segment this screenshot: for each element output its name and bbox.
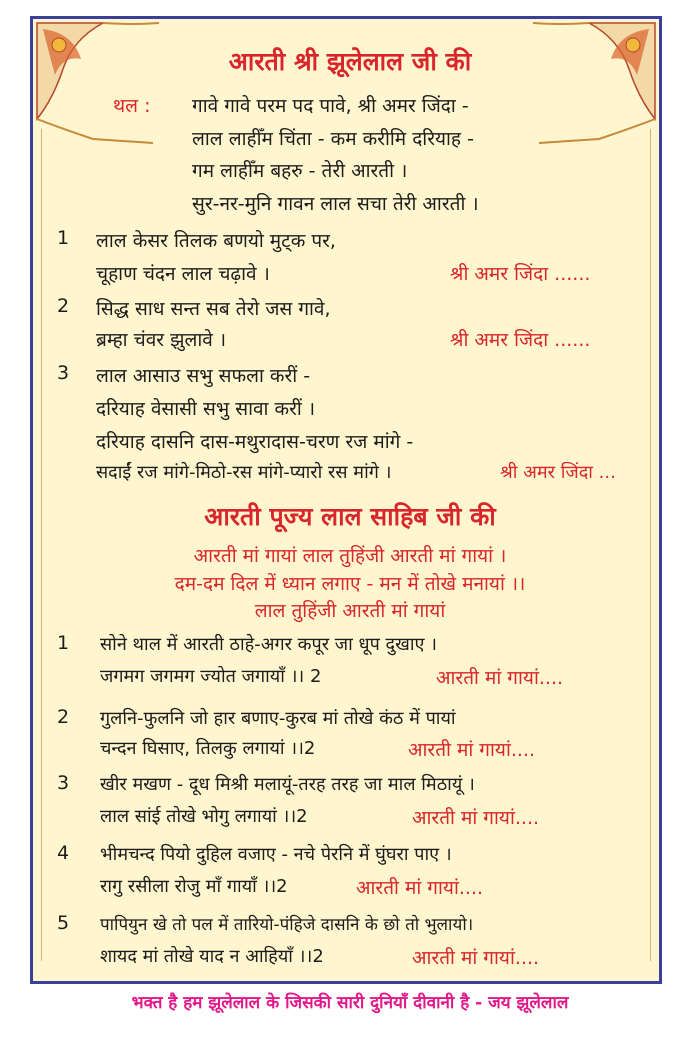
verse-refrain: श्री अमर जिंदा ...... <box>450 263 591 285</box>
verse-line: चूहाण चंदन लाल चढ़ावे । <box>96 263 270 285</box>
verse-line: चन्दन घिसाए, तिलकु लगायां ।।2 <box>100 738 316 759</box>
verse-line: लाल सांई तोखे भोगु लगायां ।।2 <box>100 806 308 827</box>
verse-number: 3 <box>57 772 70 794</box>
verse-line: लाल आसाउ सभु सफला करीं - <box>96 365 311 387</box>
verse-refrain: आरती मां गायां.... <box>412 947 540 969</box>
intro-line: दम-दम दिल में ध्यान लगाए - मन में तोखे मनायां ।। <box>174 573 526 595</box>
verse-refrain: आरती मां गायां.... <box>408 739 536 761</box>
intro-line: लाल तुहिंजी आरती मां गायां <box>254 600 446 622</box>
verse-number: 5 <box>57 912 70 934</box>
verse-refrain: आरती मां गायां.... <box>412 807 540 829</box>
footer-slogan: भक्त है हम झूलेलाल के जिसकी सारी दुनियाँ दीवानी है - जय झूलेलाल <box>131 993 569 1013</box>
verse-line: लाल केसर तिलक बणयो मुट्क पर, <box>96 230 336 252</box>
verse-line: गुलनि-फुलनि जो हार बणाए-कुरब मां तोखे कंठ में पायां <box>100 708 456 729</box>
intro-line: आरती मां गायां लाल तुहिंजी आरती मां गायां । <box>193 545 507 567</box>
thal-line: गम लाहीँम बहरु - तेरी आरती । <box>192 160 408 182</box>
section1-title: आरती श्री झूलेलाल जी की <box>228 47 472 76</box>
verse-line: जगमग जगमग ज्योत जगायाँ ।। 2 <box>100 666 322 687</box>
thal-line: गावे गावे परम पद पावे, श्री अमर जिंदा - <box>192 95 469 117</box>
verse-line: पापियुन खे तो पल में तारियो-पंहिजे दासनि के छो तो भुलायो। <box>100 915 474 935</box>
verse-refrain: आरती मां गायां.... <box>356 877 484 899</box>
verse-line: सोने थाल में आरती ठाहे-अगर कपूर जा धूप दुखाए । <box>100 634 437 655</box>
verse-number: 2 <box>57 295 70 317</box>
verse-line: भीमचन्द पियो दुहिल वजाए - नचे पेरनि में घुंघरा पाए । <box>100 844 452 865</box>
ornament-corner-icon <box>33 19 163 149</box>
verse-line: शायद मां तोखे याद न आहियाँ ।।2 <box>100 946 324 967</box>
verse-number: 4 <box>57 842 70 864</box>
verse-line: दरियाह वेसासी सभु सावा करीं । <box>96 398 316 420</box>
verse-line: दरियाह दासनि दास-मथुरादास-चरण रज मांगे - <box>96 431 414 453</box>
verse-refrain: श्री अमर जिंदा ...... <box>450 329 591 351</box>
verse-line: खीर मखण - दूध मिश्री मलायूं-तरह तरह जा माल मिठायूं । <box>100 774 475 795</box>
verse-line: ब्रम्हा चंवर झुलावे । <box>96 329 227 351</box>
verse-number: 1 <box>57 227 70 249</box>
section2-title: आरती पूज्य लाल साहिब जी की <box>204 502 496 531</box>
verse-line: सदाईं रज मांगे-मिठो-रस मांगे-प्यारो रस मांगे । <box>96 462 392 483</box>
verse-line: रागु रसीला रोजु माँ गायाँ ।।2 <box>100 876 288 897</box>
thal-line: लाल लाहीँम चिंता - कम करीमि दरियाह - <box>192 128 474 150</box>
ornament-corner-icon <box>529 19 659 149</box>
verse-refrain: आरती मां गायां.... <box>436 667 564 689</box>
verse-refrain: श्री अमर जिंदा ... <box>500 462 616 483</box>
verse-number: 3 <box>57 362 70 384</box>
thal-line: सुर-नर-मुनि गावन लाल सचा तेरी आरती । <box>192 193 479 215</box>
verse-line: सिद्ध साध सन्त सब तेरो जस गावे, <box>96 298 331 320</box>
verse-number: 1 <box>57 632 70 654</box>
verse-number: 2 <box>57 706 70 728</box>
thal-label: थल : <box>113 95 151 117</box>
